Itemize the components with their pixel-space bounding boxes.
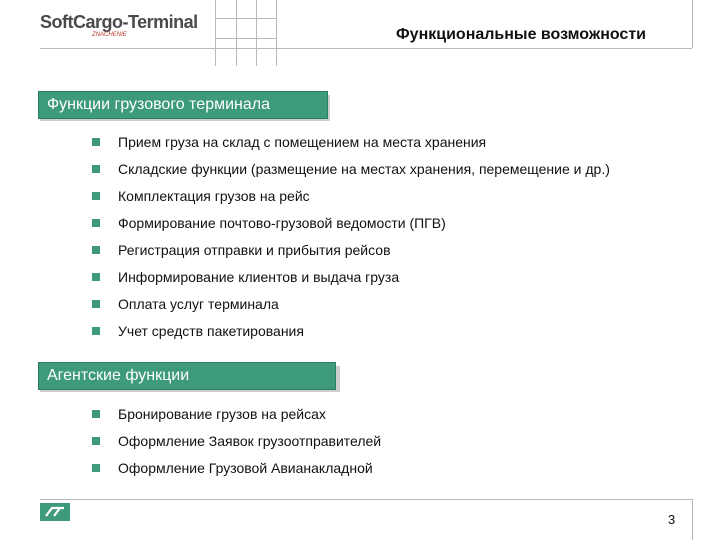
brand-logo-subtitle: ZNACHENIE [92, 32, 127, 38]
bullet-square-icon [92, 410, 100, 418]
list-item-text: Учет средств пакетирования [118, 322, 304, 339]
bullet-square-icon [92, 437, 100, 445]
page-number: 3 [668, 512, 676, 527]
softcargo-logo-icon [40, 503, 70, 521]
header-grid-line [236, 0, 237, 66]
brand-logo: SoftCargo-Terminal [40, 12, 198, 32]
list-item [92, 317, 610, 344]
list-item [92, 454, 381, 481]
list-item [92, 128, 610, 155]
list-item-text: Бронирование грузов на рейсах [118, 405, 326, 422]
bullet-square-icon [92, 300, 100, 308]
section-title-terminal: Функции грузового терминала [38, 91, 328, 119]
section-title-agent: Агентские функции [38, 362, 336, 390]
header-grid-line [276, 0, 277, 66]
header-grid-line [215, 0, 216, 66]
list-item [92, 400, 381, 427]
list-item-text: Складские функции (размещение на местах хранения, перемещение и др.) [118, 160, 610, 177]
header-divider [40, 48, 692, 49]
list-item-text: Формирование почтово-грузовой ведомости (ПГВ) [118, 214, 446, 231]
list-item [92, 155, 610, 182]
list-item [92, 427, 381, 454]
footer-grid-line [692, 499, 693, 540]
list-item-text: Прием груза на склад с помещением на места хранения [118, 133, 487, 150]
bullet-square-icon [92, 246, 100, 254]
footer-divider [40, 499, 692, 500]
list-item-text: Оформление Грузовой Авианакладной [118, 459, 373, 476]
bullet-square-icon [92, 219, 100, 227]
header-grid-line [692, 0, 693, 48]
bullet-square-icon [92, 192, 100, 200]
list-item-text: Информирование клиентов и выдача груза [118, 268, 400, 285]
agent-functions-list [92, 400, 381, 481]
header-grid-line [215, 18, 277, 19]
bullet-square-icon [92, 327, 100, 335]
bullet-square-icon [92, 165, 100, 173]
list-item [92, 182, 610, 209]
list-item [92, 209, 610, 236]
page-title: Функциональные возможности [396, 26, 646, 43]
header-grid-line [215, 38, 277, 39]
list-item-text: Комплектация грузов на рейс [118, 187, 310, 204]
list-item-text: Регистрация отправки и прибытия рейсов [118, 241, 391, 258]
header-grid-line [256, 0, 257, 66]
list-item-text: Оплата услуг терминала [118, 295, 279, 312]
list-item [92, 236, 610, 263]
list-item [92, 290, 610, 317]
bullet-square-icon [92, 138, 100, 146]
terminal-functions-list [92, 128, 610, 344]
bullet-square-icon [92, 273, 100, 281]
list-item-text: Оформление Заявок грузоотправителей [118, 432, 382, 449]
bullet-square-icon [92, 464, 100, 472]
list-item [92, 263, 610, 290]
